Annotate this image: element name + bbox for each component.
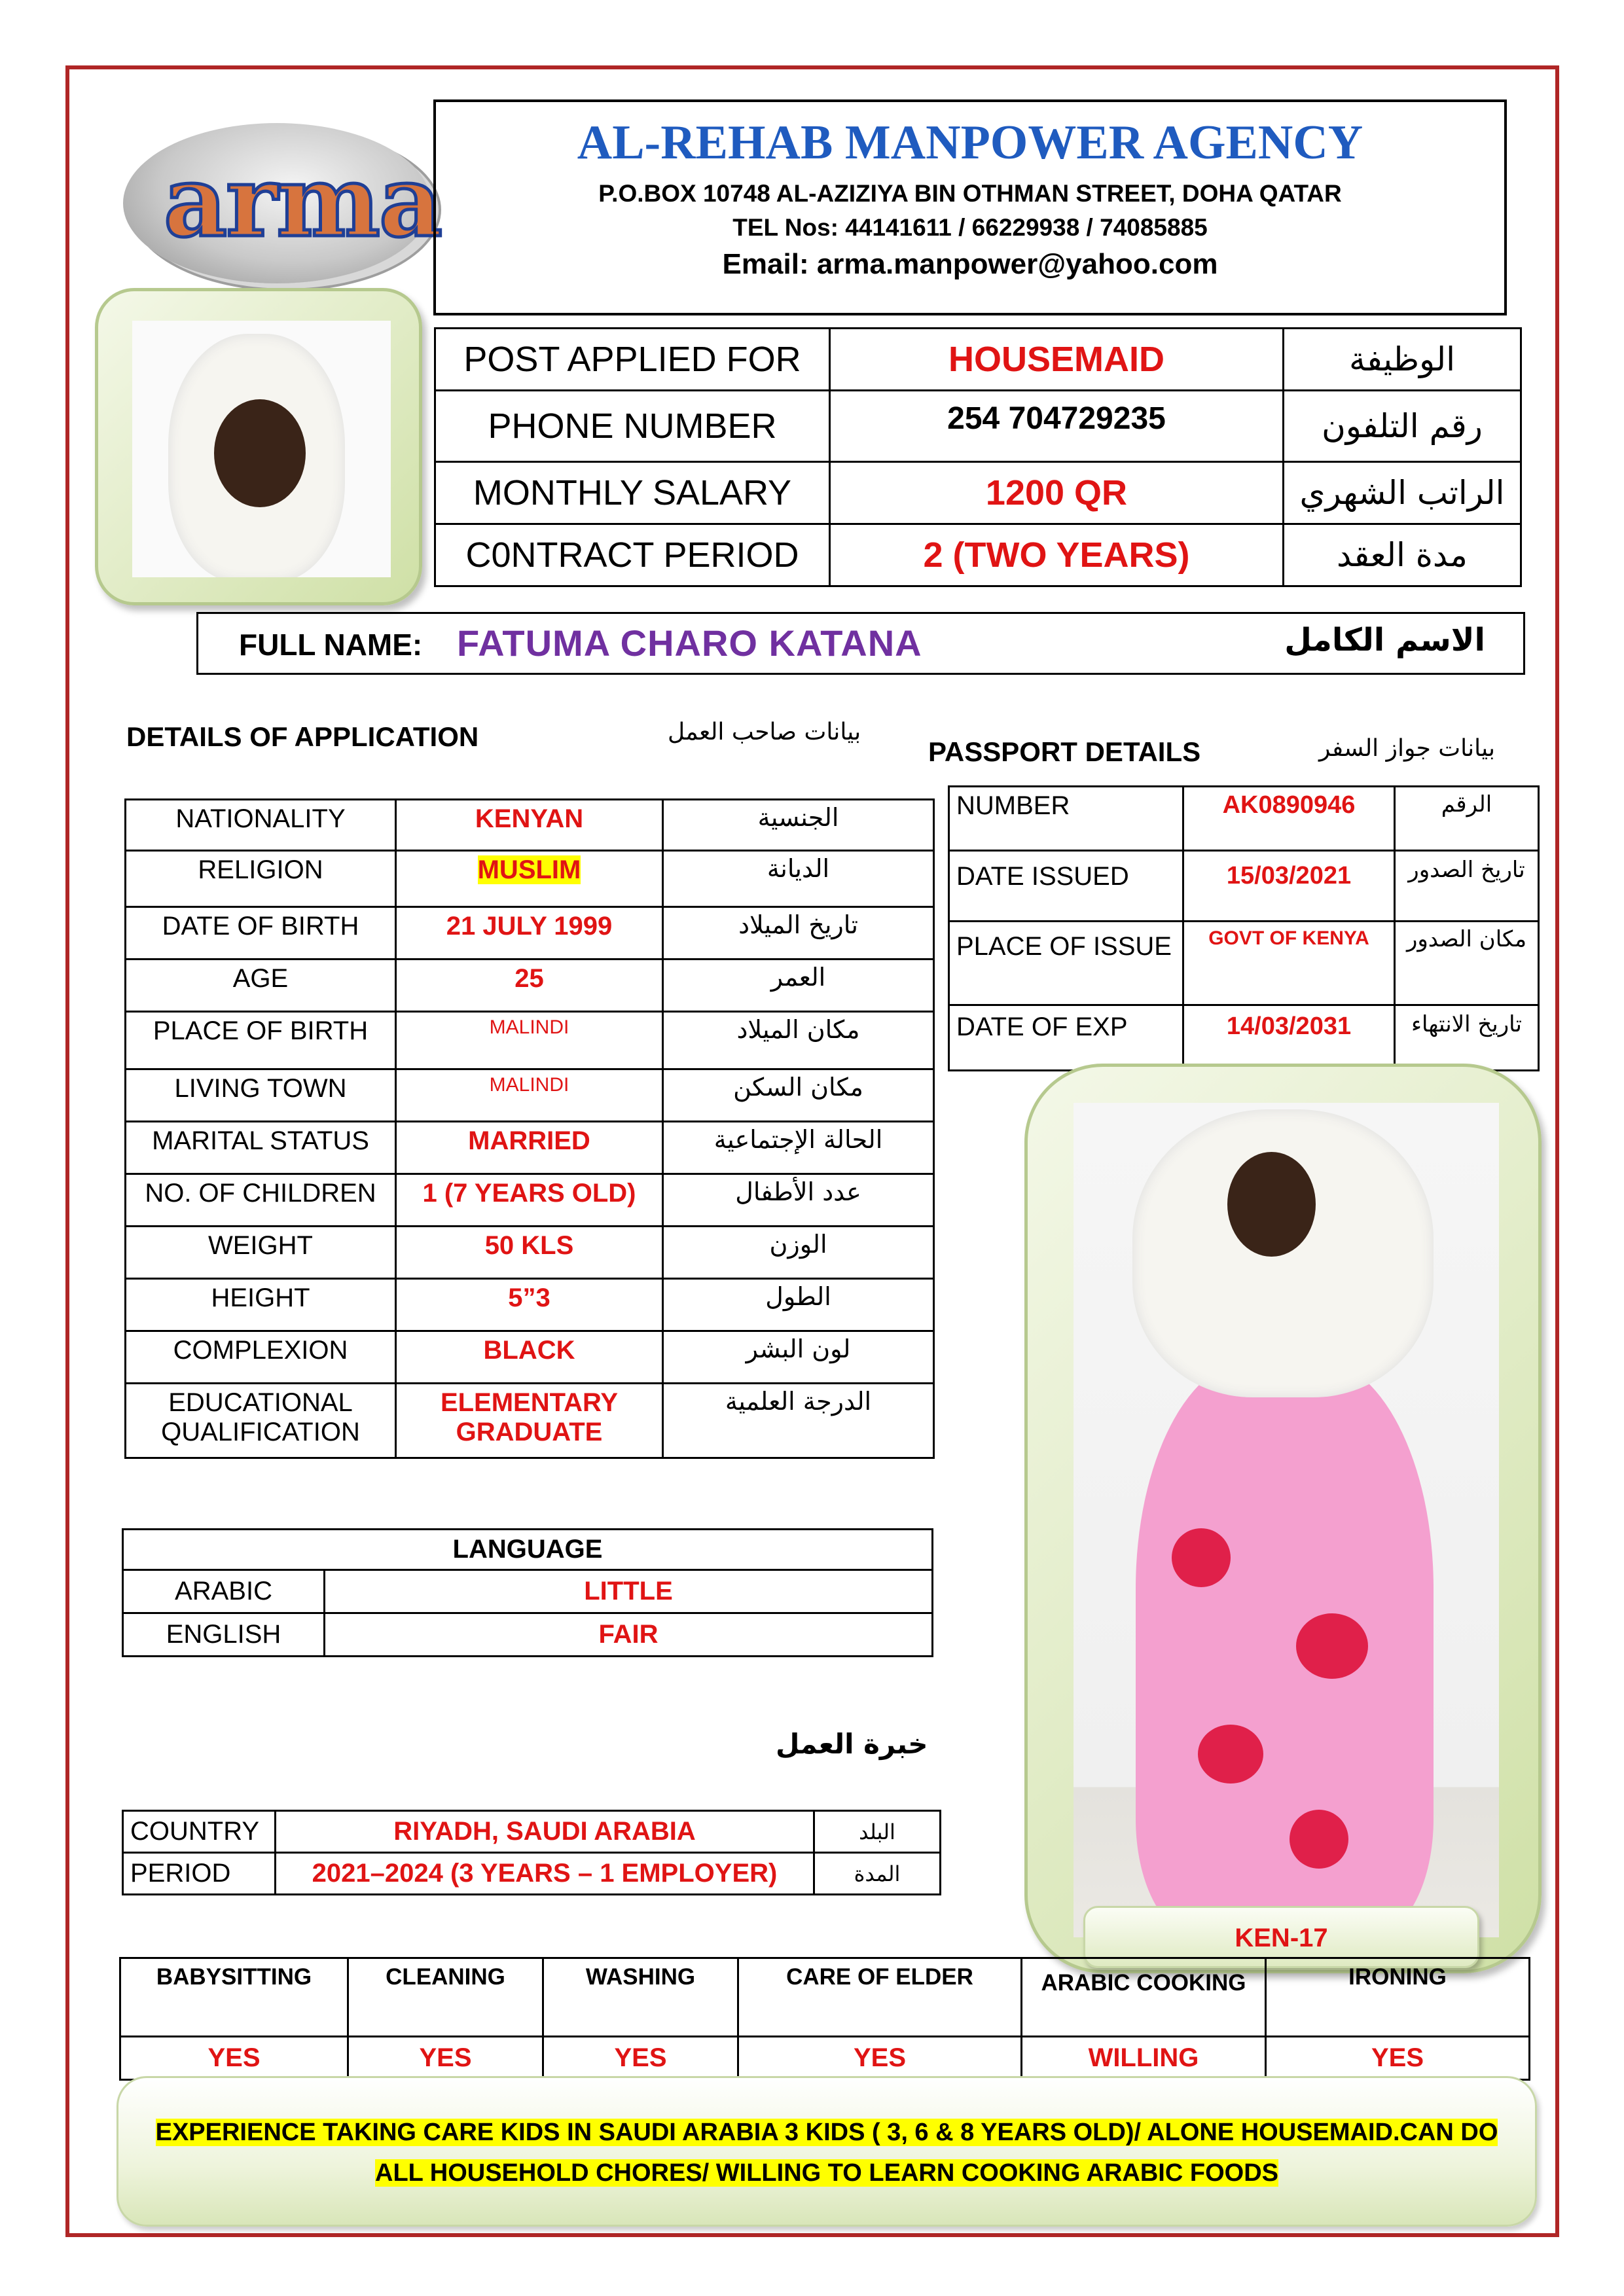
experience-period-label-ar: المدة	[814, 1853, 941, 1895]
skill-header: WASHING	[543, 1958, 738, 2037]
application-field-value	[396, 1279, 663, 1331]
application-field-label-ar: الحالة الإجتماعية	[663, 1122, 934, 1174]
table-row	[126, 1069, 934, 1122]
skill-value: YES	[348, 2037, 543, 2080]
passport-number-label-ar: الرقم	[1395, 787, 1539, 851]
table-row	[435, 329, 1521, 391]
experience-period-label: PERIOD	[123, 1853, 276, 1895]
table-row	[949, 787, 1539, 851]
application-field-value	[396, 1012, 663, 1069]
full-name-value: FATUMA CHARO KATANA	[457, 622, 922, 664]
skill-header: BABYSITTING	[120, 1958, 348, 2037]
table-row	[435, 391, 1521, 462]
table-row	[123, 1570, 933, 1613]
table-row	[120, 2037, 1530, 2080]
post-table	[434, 327, 1522, 587]
full-name-label: FULL NAME:	[239, 628, 423, 662]
application-field-value	[396, 960, 663, 1012]
application-field-label: PLACE OF BIRTH	[126, 1012, 396, 1069]
place-issue-value: GOVT OF KENYA	[1183, 922, 1395, 1005]
experience-country-label-ar: البلد	[814, 1811, 941, 1853]
skill-header: CLEANING	[348, 1958, 543, 2037]
application-field-label: NO. OF CHILDREN	[126, 1174, 396, 1227]
skill-header: IRONING	[1266, 1958, 1530, 2037]
application-field-value-text: MALINDI	[489, 1074, 569, 1096]
language-title: LANGUAGE	[123, 1530, 933, 1570]
application-field-label: MARITAL STATUS	[126, 1122, 396, 1174]
application-field-label-ar: العمر	[663, 960, 934, 1012]
post-label: POST APPLIED FOR	[435, 329, 830, 391]
table-row	[126, 1012, 934, 1069]
agency-header	[433, 99, 1507, 315]
salary-label: MONTHLY SALARY	[435, 462, 830, 524]
application-field-value-text: 5”3	[508, 1283, 550, 1312]
application-field-label: DATE OF BIRTH	[126, 907, 396, 960]
language-table	[122, 1528, 933, 1657]
skill-value: YES	[738, 2037, 1022, 2080]
application-field-label-ar: الطول	[663, 1279, 934, 1331]
contract-label: C0NTRACT PERIOD	[435, 524, 830, 586]
note-line-1: EXPERIENCE TAKING CARE KIDS IN SAUDI ARABIA 3 KIDS ( 3, 6 & 8 YEARS OLD)/ ALONE HOUSEMAID.CAN DO	[155, 2119, 1498, 2146]
application-table	[124, 798, 935, 1459]
portrait-photo-frame	[95, 288, 422, 605]
application-field-value	[396, 1227, 663, 1279]
application-field-value-text: 25	[514, 964, 544, 993]
application-field-label: HEIGHT	[126, 1279, 396, 1331]
post-label-ar: الوظيفة	[1284, 329, 1521, 391]
table-row	[123, 1853, 941, 1895]
application-field-value	[396, 851, 663, 907]
application-field-value	[396, 1069, 663, 1122]
experience-note	[117, 2076, 1537, 2227]
application-field-value-text: MARRIED	[468, 1126, 590, 1155]
application-field-label-ar: مكان الميلاد	[663, 1012, 934, 1069]
application-field-label-ar: الديانة	[663, 851, 934, 907]
table-row	[126, 1122, 934, 1174]
application-field-value	[396, 1174, 663, 1227]
application-field-value	[396, 1331, 663, 1384]
application-field-label-ar: الدرجة العلمية	[663, 1384, 934, 1458]
experience-country-label: COUNTRY	[123, 1811, 276, 1853]
application-field-label-ar: الوزن	[663, 1227, 934, 1279]
language-arabic-label: ARABIC	[123, 1570, 325, 1613]
application-field-value-text: MUSLIM	[477, 855, 581, 884]
application-field-label: WEIGHT	[126, 1227, 396, 1279]
application-field-value-text: 21 JULY 1999	[446, 912, 613, 941]
portrait-photo	[132, 321, 391, 577]
date-issued-value: 15/03/2021	[1183, 851, 1395, 922]
application-field-label: LIVING TOWN	[126, 1069, 396, 1122]
table-row	[126, 851, 934, 907]
skill-value: YES	[120, 2037, 348, 2080]
application-field-value-text: KENYAN	[475, 804, 584, 833]
agency-email: Email: arma.manpower@yahoo.com	[722, 248, 1218, 280]
table-row	[949, 922, 1539, 1005]
passport-table	[948, 785, 1540, 1071]
application-field-value	[396, 1122, 663, 1174]
salary-label-ar: الراتب الشهري	[1284, 462, 1521, 524]
table-row	[126, 1279, 934, 1331]
date-issued-label-ar: تاريخ الصدور	[1395, 851, 1539, 922]
table-row	[123, 1811, 941, 1853]
date-exp-value: 14/03/2031	[1183, 1005, 1395, 1071]
date-exp-label-ar: تاريخ الانتهاء	[1395, 1005, 1539, 1071]
application-field-label-ar: عدد الأطفال	[663, 1174, 934, 1227]
skills-table	[119, 1957, 1530, 2081]
skill-value: YES	[543, 2037, 738, 2080]
skill-value: YES	[1266, 2037, 1530, 2080]
table-row	[949, 1005, 1539, 1071]
place-issue-label: PLACE OF ISSUE	[949, 922, 1183, 1005]
date-issued-label: DATE ISSUED	[949, 851, 1183, 922]
application-field-label: COMPLEXION	[126, 1331, 396, 1384]
post-value: HOUSEMAID	[830, 329, 1284, 391]
contract-label-ar: مدة العقد	[1284, 524, 1521, 586]
passport-title: PASSPORT DETAILS	[928, 736, 1201, 767]
application-field-value	[396, 800, 663, 851]
table-row	[120, 1958, 1530, 2037]
language-arabic-value: LITTLE	[325, 1570, 933, 1613]
phone-label: PHONE NUMBER	[435, 391, 830, 462]
application-field-value-text: 1 (7 YEARS OLD)	[422, 1179, 636, 1208]
application-field-value-text: MALINDI	[489, 1016, 569, 1038]
full-body-photo-frame	[1024, 1064, 1542, 1973]
table-row	[435, 462, 1521, 524]
experience-title-ar: خبرة العمل	[776, 1728, 928, 1760]
salary-value: 1200 QR	[830, 462, 1284, 524]
experience-table	[122, 1810, 941, 1895]
full-name-label-ar: الاسم الكامل	[1284, 622, 1485, 658]
agency-name: AL-REHAB MANPOWER AGENCY	[577, 116, 1363, 170]
application-field-label: RELIGION	[126, 851, 396, 907]
table-row	[949, 851, 1539, 922]
table-row	[126, 907, 934, 960]
application-field-label-ar: الجنسية	[663, 800, 934, 851]
application-field-value-text: BLACK	[483, 1336, 575, 1365]
application-title: DETAILS OF APPLICATION	[126, 721, 479, 752]
application-field-value	[396, 907, 663, 960]
skill-header: ARABIC COOKING	[1022, 1958, 1266, 2037]
experience-period-value: 2021–2024 (3 YEARS – 1 EMPLOYER)	[276, 1853, 814, 1895]
phone-value: 254 704729235	[830, 391, 1284, 462]
phone-label-ar: رقم التلفون	[1284, 391, 1521, 462]
full-body-photo	[1074, 1103, 1499, 1937]
agency-phones: TEL Nos: 44141611 / 66229938 / 74085885	[732, 214, 1208, 241]
note-line-2: ALL HOUSEHOLD CHORES/ WILLING TO LEARN COOKING ARABIC FOODS	[375, 2159, 1278, 2187]
language-english-label: ENGLISH	[123, 1613, 325, 1657]
application-field-label: AGE	[126, 960, 396, 1012]
application-field-label-ar: تاريخ الميلاد	[663, 907, 934, 960]
logo-text: arma	[164, 144, 442, 259]
application-field-value	[396, 1384, 663, 1458]
table-row	[126, 960, 934, 1012]
skill-value: WILLING	[1022, 2037, 1266, 2080]
table-row	[126, 1174, 934, 1227]
reference-code-badge: KEN-17	[1083, 1906, 1479, 1968]
full-name-box	[196, 612, 1525, 675]
table-row	[123, 1530, 933, 1570]
skill-header: CARE OF ELDER	[738, 1958, 1022, 2037]
application-field-label: NATIONALITY	[126, 800, 396, 851]
experience-country-value: RIYADH, SAUDI ARABIA	[276, 1811, 814, 1853]
application-title-ar: بيانات صاحب العمل	[668, 719, 861, 745]
application-field-label-ar: لون البشر	[663, 1331, 934, 1384]
passport-number-value: AK0890946	[1183, 787, 1395, 851]
contract-value: 2 (TWO YEARS)	[830, 524, 1284, 586]
table-row	[126, 1227, 934, 1279]
agency-address: P.O.BOX 10748 AL-AZIZIYA BIN OTHMAN STREET, DOHA QATAR	[598, 180, 1342, 207]
date-exp-label: DATE OF EXP	[949, 1005, 1183, 1071]
table-row	[126, 1331, 934, 1384]
application-field-value-text: ELEMENTARY GRADUATE	[440, 1388, 619, 1446]
application-field-label-ar: مكان السكن	[663, 1069, 934, 1122]
passport-number-label: NUMBER	[949, 787, 1183, 851]
table-row	[126, 800, 934, 851]
place-issue-label-ar: مكان الصدور	[1395, 922, 1539, 1005]
table-row	[126, 1384, 934, 1458]
application-field-value-text: 50 KLS	[484, 1231, 574, 1260]
table-row	[435, 524, 1521, 586]
language-english-value: FAIR	[325, 1613, 933, 1657]
passport-title-ar: بيانات جواز السفر	[1319, 735, 1496, 762]
application-field-label: EDUCATIONAL QUALIFICATION	[126, 1384, 396, 1458]
table-row	[123, 1613, 933, 1657]
